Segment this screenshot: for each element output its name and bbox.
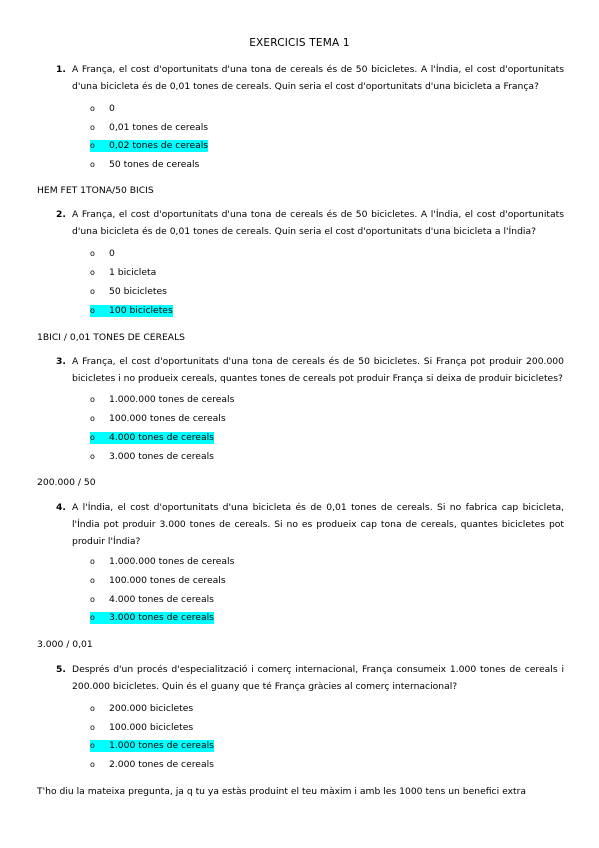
bullet-icon: o bbox=[90, 287, 95, 296]
bullet-icon: o bbox=[90, 160, 95, 169]
option-1a bbox=[90, 103, 115, 115]
option-3c-highlighted bbox=[90, 432, 214, 444]
question-4 bbox=[56, 499, 564, 550]
note-4: 3.000 / 0,01 bbox=[37, 639, 93, 650]
bullet-icon: o bbox=[90, 723, 95, 732]
bullet-icon: o bbox=[90, 433, 95, 442]
option-5d bbox=[90, 759, 214, 771]
option-label: 1.000.000 tones de cereals bbox=[109, 394, 235, 405]
option-label: 4.000 tones de cereals bbox=[109, 432, 214, 443]
option-label: 3.000 tones de cereals bbox=[109, 451, 214, 462]
question-text: A França, el cost d'oportunitats d'una tona de cereals és de 50 bicicletes. A l'Índia, el cost d'oportunitats d'una bicicleta és de 0,01 tones de cereals. Quin seria el cost d'oportunitats d'una bicicleta a França? bbox=[72, 64, 564, 92]
option-2d-highlighted bbox=[90, 305, 173, 317]
option-label: 0,01 tones de cereals bbox=[109, 122, 209, 133]
document-title: EXERCICIS TEMA 1 bbox=[249, 37, 350, 49]
note-1: HEM FET 1TONA/50 BICIS bbox=[37, 185, 154, 196]
question-number: 1. bbox=[56, 64, 66, 75]
option-4b bbox=[90, 575, 226, 587]
bullet-icon: o bbox=[90, 123, 95, 132]
option-label: 1 bicicleta bbox=[109, 267, 157, 278]
option-label: 0 bbox=[109, 248, 115, 259]
bullet-icon: o bbox=[90, 704, 95, 713]
bullet-icon: o bbox=[90, 268, 95, 277]
question-1 bbox=[56, 61, 564, 95]
question-text: A França, el cost d'oportunitats d'una tona de cereals és de 50 bicicletes. A l'Índia, el cost d'oportunitats d'una bicicleta és de 0,01 tones de cereals. Quin seria el cost d'oportunitats d'una bicicleta a l'Índia? bbox=[72, 209, 564, 237]
question-number: 3. bbox=[56, 356, 66, 367]
option-5c-highlighted bbox=[90, 740, 214, 752]
bullet-icon: o bbox=[90, 613, 95, 622]
option-label: 100.000 bicicletes bbox=[109, 722, 194, 733]
option-label: 3.000 tones de cereals bbox=[109, 612, 214, 623]
option-2c bbox=[90, 286, 167, 298]
note-5: T'ho diu la mateixa pregunta, ja q tu ya estàs produint el teu màxim i amb les 1000 tens un benefici extra bbox=[37, 786, 527, 797]
question-text: A França, el cost d'oportunitats d'una tona de cereals és de 50 bicicletes. Si França pot produir 200.000 bicicletes i no produeix cereals, quantes tones de cereals pot produir França si deixa de produir bicicletes? bbox=[72, 356, 564, 384]
bullet-icon: o bbox=[90, 104, 95, 113]
bullet-icon: o bbox=[90, 414, 95, 423]
option-3a bbox=[90, 394, 234, 406]
question-number: 2. bbox=[56, 209, 66, 220]
option-label: 50 bicicletes bbox=[109, 286, 167, 297]
bullet-icon: o bbox=[90, 557, 95, 566]
question-text: Després d'un procés d'especialització i comerç internacional, França consumeix 1.000 tones de cereals i 200.000 bicicletes. Quin és el guany que té França gràcies al comerç internacional? bbox=[72, 664, 564, 692]
option-label: 100 bicicletes bbox=[109, 305, 173, 316]
question-number: 5. bbox=[56, 664, 66, 675]
option-label: 50 tones de cereals bbox=[109, 159, 200, 170]
question-text: A l'Índia, el cost d'oportunitats d'una bicicleta és de 0,01 tones de cereals. Si no fabrica cap bicicleta, l'Índia pot produir 3.000 tones de cereals. Si no es produeix cap tona de cereals, quantes bicicletes pot produir l'Índia? bbox=[72, 502, 564, 547]
bullet-icon: o bbox=[90, 760, 95, 769]
option-label: 2.000 tones de cereals bbox=[109, 759, 214, 770]
option-label: 1.000 tones de cereals bbox=[109, 740, 214, 751]
question-number: 4. bbox=[56, 502, 66, 513]
option-5a bbox=[90, 703, 193, 715]
option-2b bbox=[90, 267, 156, 279]
option-4c bbox=[90, 594, 214, 606]
note-3: 200.000 / 50 bbox=[37, 477, 96, 488]
bullet-icon: o bbox=[90, 452, 95, 461]
option-label: 1.000.000 tones de cereals bbox=[109, 556, 235, 567]
option-label: 100.000 tones de cereals bbox=[109, 413, 226, 424]
bullet-icon: o bbox=[90, 595, 95, 604]
option-1b bbox=[90, 122, 208, 134]
option-label: 0,02 tones de cereals bbox=[109, 140, 209, 151]
option-label: 200.000 bicicletes bbox=[109, 703, 194, 714]
bullet-icon: o bbox=[90, 141, 95, 150]
option-5b bbox=[90, 722, 193, 734]
option-1d bbox=[90, 159, 199, 171]
option-label: 4.000 tones de cereals bbox=[109, 594, 214, 605]
option-label: 0 bbox=[109, 103, 115, 114]
option-4d-highlighted bbox=[90, 612, 214, 624]
bullet-icon: o bbox=[90, 741, 95, 750]
option-1c-highlighted bbox=[90, 140, 208, 152]
option-2a bbox=[90, 248, 115, 260]
bullet-icon: o bbox=[90, 306, 95, 315]
option-4a bbox=[90, 556, 234, 568]
question-2 bbox=[56, 206, 564, 240]
note-2: 1BICI / 0,01 TONES DE CEREALS bbox=[37, 332, 186, 343]
option-3b bbox=[90, 413, 226, 425]
option-3d bbox=[90, 451, 214, 463]
bullet-icon: o bbox=[90, 576, 95, 585]
option-label: 100.000 tones de cereals bbox=[109, 575, 226, 586]
question-3 bbox=[56, 353, 564, 387]
question-5 bbox=[56, 661, 564, 695]
bullet-icon: o bbox=[90, 249, 95, 258]
bullet-icon: o bbox=[90, 395, 95, 404]
